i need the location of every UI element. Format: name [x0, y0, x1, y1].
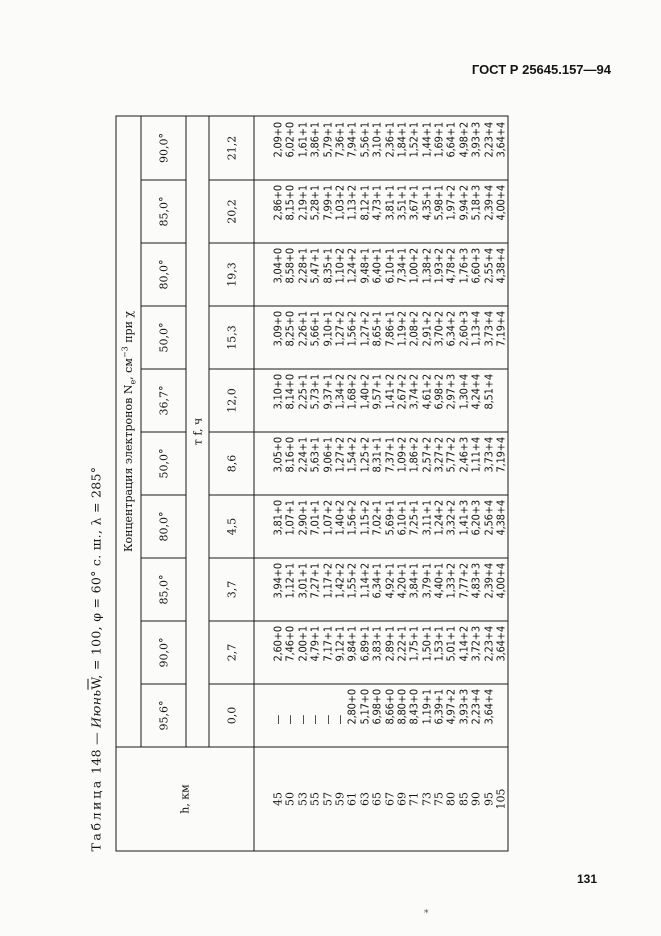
table-cell: 1,25+2 [358, 437, 372, 473]
time-header: 0,0 [209, 684, 254, 747]
table-cell: 8,80+0 [395, 689, 409, 725]
h-values-cell [254, 747, 508, 851]
table-cell: 5,18+3 [469, 185, 483, 221]
table-cell: 7,77+2 [457, 563, 471, 599]
value-column [254, 116, 508, 180]
table-cell: 7,25+1 [407, 500, 421, 536]
time-header: 12,0 [209, 369, 254, 432]
table-cell: 9,37+1 [321, 374, 335, 410]
table-cell: 3,27+2 [432, 437, 446, 473]
table-cell: 1,38+2 [420, 248, 434, 284]
h-value: 73 [420, 792, 434, 806]
table-cell: 1,14+2 [358, 563, 372, 599]
table-cell: 7,01+1 [308, 500, 322, 536]
table-cell: 2,46+3 [457, 437, 471, 473]
table-cell: 7,27+1 [308, 563, 322, 599]
table-cell: 5,66+1 [308, 311, 322, 347]
table-cell: 2,22+1 [395, 626, 409, 662]
h-value: 95 [482, 792, 496, 806]
table-cell: 4,14+2 [457, 626, 471, 662]
table-cell: 6,98+2 [432, 374, 446, 410]
table-cell: 7,02+1 [370, 500, 384, 536]
table-cell: 3,86+1 [308, 122, 322, 158]
table-cell: 5,47+1 [308, 248, 322, 284]
table-cell: 6,39+1 [432, 689, 446, 725]
h-value: 50 [283, 792, 297, 806]
table-cell: 1,40+2 [333, 500, 347, 536]
table-cell: 2,90+1 [296, 500, 310, 536]
table-cell: 3,10+0 [271, 374, 285, 410]
table-cell: 6,60+3 [469, 248, 483, 284]
value-column [254, 243, 508, 306]
time-header: 19,3 [209, 243, 254, 306]
table-cell: 5,79+1 [321, 122, 335, 158]
table-cell: 3,73+4 [482, 437, 496, 473]
table-cell: 8,14+0 [283, 374, 297, 410]
table-cell: 2,56+4 [482, 500, 496, 536]
chi-header: 90,0° [141, 116, 186, 180]
table-cell: 5,77+2 [444, 437, 458, 473]
table-cell: 1,11+4 [469, 437, 483, 473]
table-cell: 4,83+3 [469, 563, 483, 599]
table-cell: 6,02+0 [283, 122, 297, 158]
table-cell: 4,20+1 [395, 563, 409, 599]
title-month: Июнь [88, 689, 104, 728]
h-value: 53 [296, 792, 310, 806]
time-header: 8,6 [209, 432, 254, 495]
page-number: 131 [576, 872, 597, 886]
table-cell: 1,53+1 [432, 626, 446, 662]
table-cell: 2,60+3 [457, 311, 471, 347]
h-value: 105 [494, 788, 508, 810]
table-cell: 2,09+0 [271, 122, 285, 158]
table-cell: 7,19+4 [494, 311, 508, 347]
table-cell: 4,00+4 [494, 185, 508, 221]
table-cell: 4,40+1 [432, 563, 446, 599]
table-cell: 2,25+1 [296, 374, 310, 410]
chi-header: 80,0° [141, 243, 186, 306]
table-cell: 8,43+0 [407, 689, 421, 725]
h-value: 63 [358, 792, 372, 806]
table-cell: 2,26+1 [296, 311, 310, 347]
table-cell: 1,17+2 [321, 563, 335, 599]
table-cell: 1,44+1 [420, 122, 434, 158]
table-cell: 2,08+2 [407, 311, 421, 347]
table-cell: 5,28+1 [308, 185, 322, 221]
table-cell: 2,86+0 [271, 185, 285, 221]
table-cell: 9,48+1 [358, 248, 372, 284]
table-cell: 2,89+1 [383, 626, 397, 662]
table-cell: 3,09+0 [271, 311, 285, 347]
h-value: 85 [457, 792, 471, 806]
table-cell [496, 370, 508, 410]
chi-header: 85,0° [141, 180, 186, 243]
table-cell: — [283, 714, 297, 725]
table-cell: 2,97+3 [444, 374, 458, 410]
table-cell: 3,10+1 [370, 122, 384, 158]
title-w-symbol: $\overline{W}$ [88, 678, 104, 690]
table-cell: 1,41+3 [457, 500, 471, 536]
value-column [254, 621, 508, 684]
table-cell: 3,79+1 [420, 563, 434, 599]
table-cell: 5,63+1 [308, 437, 322, 473]
h-value: 90 [469, 792, 483, 806]
table-cell: 1,24+2 [345, 248, 359, 284]
table-cell: 1,55+2 [345, 563, 359, 599]
table-cell: 9,84+1 [345, 626, 359, 662]
table-cell: 7,99+1 [321, 185, 335, 221]
table-cell: 8,58+0 [283, 248, 297, 284]
table-cell: 1,33+2 [444, 563, 458, 599]
table-cell: 6,89+1 [358, 626, 372, 662]
table-cell: 1,09+2 [395, 437, 409, 473]
value-column [254, 558, 508, 621]
table-cell: 2,39+4 [482, 563, 496, 599]
table-cell: 1,24+2 [432, 500, 446, 536]
h-value: 55 [308, 792, 322, 806]
table-cell: 2,36+1 [383, 122, 397, 158]
table-cell: 4,78+2 [444, 248, 458, 284]
table-cell: 8,25+0 [283, 311, 297, 347]
table-cell: 7,34+1 [395, 248, 409, 284]
table-cell: 1,84+1 [395, 122, 409, 158]
table-cell: 1,34+2 [333, 374, 347, 410]
table-cell: 6,10+1 [383, 248, 397, 284]
table-cell: 8,66+0 [383, 689, 397, 725]
table-cell: 6,40+1 [370, 248, 384, 284]
footer-mark: * [424, 909, 429, 919]
table-cell: 3,05+0 [271, 437, 285, 473]
table-cell: 3,64+4 [494, 122, 508, 158]
table-cell: 8,12+1 [358, 185, 372, 221]
electron-concentration-table [116, 115, 509, 851]
table-cell: 1,54+2 [345, 437, 359, 473]
table-cell: 1,07+2 [321, 500, 335, 536]
table-cell: 7,36+1 [333, 122, 347, 158]
table-cell: 8,15+0 [283, 185, 297, 221]
table-cell: 8,16+0 [283, 437, 297, 473]
table-cell: 4,73+1 [370, 185, 384, 221]
table-cell: 6,34+2 [444, 311, 458, 347]
table-cell: 8,31+1 [370, 437, 384, 473]
table-cell: — [333, 714, 347, 725]
table-cell: 2,00+1 [296, 626, 310, 662]
table-cell: 3,72+3 [469, 626, 483, 662]
table-cell: 5,17+0 [358, 689, 372, 725]
table-cell: 1,07+1 [283, 500, 297, 536]
table-cell: 3,32+2 [444, 500, 458, 536]
table-cell: 2,60+0 [271, 626, 285, 662]
table-cell: 4,24+4 [469, 374, 483, 410]
table-cell: 3,84+1 [407, 563, 421, 599]
table-cell: 8,51+4 [482, 374, 496, 410]
table-cell: — [271, 714, 285, 725]
table-cell: 4,97+2 [444, 689, 458, 725]
h-value: 67 [383, 792, 397, 806]
table-cell: 1,03+2 [333, 185, 347, 221]
value-column [254, 369, 508, 432]
title-params: , = 100, φ = 60° с. ш., λ = 285° [88, 466, 104, 679]
table-cell: 1,27+2 [333, 437, 347, 473]
h-value: 61 [345, 792, 359, 806]
document-code: ГОСТ Р 25645.157—94 [471, 62, 611, 77]
table-cell: 6,10+1 [395, 500, 409, 536]
table-cell: 1,61+1 [296, 122, 310, 158]
table-cell: 4,61+2 [420, 374, 434, 410]
time-header: 20,2 [209, 180, 254, 243]
table-cell: 6,20+3 [469, 500, 483, 536]
table-cell: 5,73+1 [308, 374, 322, 410]
table-cell: 3,81+0 [271, 500, 285, 536]
table-cell: 5,69+1 [383, 500, 397, 536]
table-cell: 3,01+1 [296, 563, 310, 599]
table-cell: 3,93+3 [469, 122, 483, 158]
table-cell: 5,01+1 [444, 626, 458, 662]
chi-header: 90,0° [141, 621, 186, 684]
table-cell: — [321, 714, 335, 725]
table-cell: 1,50+1 [420, 626, 434, 662]
h-value: 75 [432, 792, 446, 806]
chi-header: 80,0° [141, 495, 186, 558]
tf-header: т f, ч [186, 116, 209, 747]
chi-header: 50,0° [141, 432, 186, 495]
table-cell: 1,27+2 [358, 311, 372, 347]
table-cell: 3,70+2 [432, 311, 446, 347]
table-cell: 3,04+0 [271, 248, 285, 284]
table-cell: 2,23+4 [482, 626, 496, 662]
table-cell: 7,46+0 [283, 626, 297, 662]
table-cell: 3,64+4 [482, 689, 496, 725]
group-header: Концентрация электронов $N_e$, $см^{-3}$ при χ [116, 116, 141, 747]
table-cell: 9,57+1 [370, 374, 384, 410]
table-cell: 2,55+4 [482, 248, 496, 284]
chi-header: 85,0° [141, 558, 186, 621]
value-column [254, 306, 508, 369]
table-title: Таблица 148 — $Июнь\overline{W}$, = 100, φ = 60° с. ш., λ = 285° [88, 466, 104, 852]
table-cell: 2,28+1 [296, 248, 310, 284]
table-cell: 9,06+1 [321, 437, 335, 473]
table-cell: 4,38+4 [494, 248, 508, 284]
table-cell: 1,42+2 [333, 563, 347, 599]
table-cell: 1,30+4 [457, 374, 471, 410]
table-cell: 7,86+1 [383, 311, 397, 347]
table-cell: 4,35+1 [420, 185, 434, 221]
value-column [254, 684, 508, 747]
table-cell: 1,00+2 [407, 248, 421, 284]
table-cell: 3,51+1 [395, 185, 409, 221]
table-cell: 1,27+2 [333, 311, 347, 347]
table-cell: 1,56+2 [345, 500, 359, 536]
table-cell: 7,17+1 [321, 626, 335, 662]
table-cell: 8,65+1 [370, 311, 384, 347]
chi-header: 50,0° [141, 306, 186, 369]
table-cell: 2,19+1 [296, 185, 310, 221]
chi-header: 95,6° [141, 684, 186, 747]
table-cell: 1,52+1 [407, 122, 421, 158]
table-cell: — [308, 714, 322, 725]
table-cell: 1,40+2 [358, 374, 372, 410]
table-cell: 7,94+1 [345, 122, 359, 158]
table-cell: 3,73+4 [482, 311, 496, 347]
h-value: 65 [370, 792, 384, 806]
table-cell: 2,80+0 [345, 689, 359, 725]
table-cell: 4,79+1 [308, 626, 322, 662]
title-label: Таблица [88, 778, 104, 852]
table-cell: 4,98+2 [457, 122, 471, 158]
table-cell: 1,10+2 [333, 248, 347, 284]
table-cell: 4,92+1 [383, 563, 397, 599]
value-column [254, 180, 508, 243]
table-cell: 7,19+4 [494, 437, 508, 473]
title-number: 148 [88, 749, 104, 774]
table-cell: 1,75+1 [407, 626, 421, 662]
chi-header: 36,7° [141, 369, 186, 432]
table-cell: 1,15+2 [358, 500, 372, 536]
table-cell: 4,38+4 [494, 500, 508, 536]
h-value: 59 [333, 792, 347, 806]
table-cell: 2,23+4 [482, 122, 496, 158]
h-value: 80 [444, 792, 458, 806]
table-cell: 3,83+1 [370, 626, 384, 662]
table-cell: 3,81+1 [383, 185, 397, 221]
table-cell: 1,68+2 [345, 374, 359, 410]
table-cell: — [296, 714, 310, 725]
table-cell: 1,41+2 [383, 374, 397, 410]
table-cell: 1,13+2 [345, 185, 359, 221]
table-cell: 1,13+4 [469, 311, 483, 347]
h-value: 57 [321, 792, 335, 806]
table-cell: 1,86+2 [407, 437, 421, 473]
table-cell: 3,11+1 [420, 500, 434, 536]
time-header: 3,7 [209, 558, 254, 621]
table-cell: 2,23+4 [469, 689, 483, 725]
table-cell: 2,91+2 [420, 311, 434, 347]
table-cell: 2,24+1 [296, 437, 310, 473]
table-cell: 3,64+4 [494, 626, 508, 662]
table-cell: 5,56+1 [358, 122, 372, 158]
h-value: 45 [271, 792, 285, 806]
time-header: 4,5 [209, 495, 254, 558]
table-cell: 1,93+2 [432, 248, 446, 284]
table-cell: 4,00+4 [494, 563, 508, 599]
table-cell: 1,76+3 [457, 248, 471, 284]
table-cell: 9,12+1 [333, 626, 347, 662]
table-cell: 3,93+3 [457, 689, 471, 725]
h-column-header: h, км [116, 747, 254, 851]
table-cell: 1,19+2 [395, 311, 409, 347]
table-cell: 1,56+2 [345, 311, 359, 347]
table-cell: 2,67+2 [395, 374, 409, 410]
h-value: 69 [395, 792, 409, 806]
table-cell [496, 685, 508, 725]
table-cell: 1,69+1 [432, 122, 446, 158]
value-column [254, 495, 508, 558]
table-cell: 3,67+1 [407, 185, 421, 221]
time-header: 21,2 [209, 116, 254, 180]
table-cell: 8,35+1 [321, 248, 335, 284]
table-cell: 1,19+1 [420, 689, 434, 725]
rotated-table-block [84, 117, 585, 852]
table-cell: 6,34+1 [370, 563, 384, 599]
table-cell: 9,94+2 [457, 185, 471, 221]
time-header: 2,7 [209, 621, 254, 684]
table-cell: 2,57+2 [420, 437, 434, 473]
time-header: 15,3 [209, 306, 254, 369]
value-column [254, 432, 508, 495]
table-cell: 9,10+1 [321, 311, 335, 347]
table-cell: 1,12+1 [283, 563, 297, 599]
table-cell: 2,39+4 [482, 185, 496, 221]
table-cell: 1,97+2 [444, 185, 458, 221]
table-cell: 7,37+1 [383, 437, 397, 473]
table-cell: 3,74+2 [407, 374, 421, 410]
table-cell: 5,98+1 [432, 185, 446, 221]
table-cell: 6,64+1 [444, 122, 458, 158]
h-value: 71 [407, 792, 421, 806]
table-cell: 3,94+0 [271, 563, 285, 599]
table-cell: 6,98+0 [370, 689, 384, 725]
